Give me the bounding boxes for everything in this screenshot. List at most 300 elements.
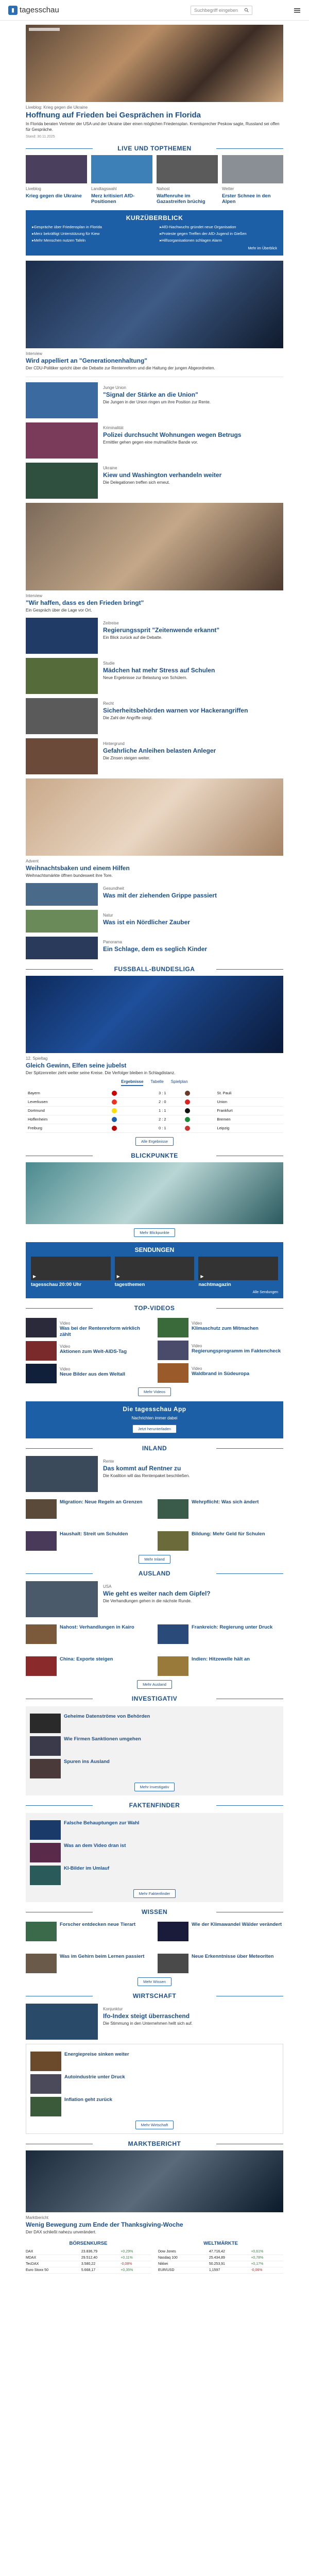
more-faktenfinder-button[interactable]: Mehr Faktenfinder xyxy=(133,1889,176,1898)
sendung-title[interactable]: nachtmagazin xyxy=(198,1281,231,1287)
article-teaser: Die Verhandlungen gehen in die nächste Runde. xyxy=(103,1599,192,1604)
article-kicker: Interview xyxy=(26,351,43,357)
list-title[interactable]: Energiepreise sinken weiter xyxy=(64,2052,129,2058)
article-title[interactable]: Was mit der ziehenden Grippe passiert xyxy=(103,891,217,899)
topthemen-title[interactable]: Merz kritisiert AfD-Positionen xyxy=(91,193,135,205)
article-kicker: Junge Union xyxy=(103,385,126,391)
article-title[interactable]: Kiew und Washington verhandeln weiter xyxy=(103,471,222,479)
article-image[interactable] xyxy=(26,503,283,590)
away-team: Frankfurt xyxy=(215,1106,283,1115)
list-thumb xyxy=(30,1736,61,1756)
article-teaser: Neue Ergebnisse zur Belastung von Schülern. xyxy=(103,675,187,680)
video-title[interactable]: Was bei der Rentenreform wirklich zählt xyxy=(60,1326,140,1338)
boersenkurse-table xyxy=(26,2249,151,2274)
topthemen-title[interactable]: Krieg gegen die Ukraine xyxy=(26,193,82,199)
home-team: Dortmund xyxy=(26,1106,110,1115)
kurzueberblick-item[interactable]: ▸ Gespräche über Friedensplan in Florida xyxy=(32,225,149,229)
index-name: Euro Stoxx 50 xyxy=(26,2267,81,2273)
index-change: -0,06% xyxy=(251,2267,283,2273)
more-wissen-button[interactable]: Mehr Wissen xyxy=(138,1977,171,1986)
list-item[interactable] xyxy=(26,1499,151,1519)
list-item[interactable] xyxy=(26,1954,151,1973)
list-item[interactable] xyxy=(30,1843,279,1862)
article-row[interactable] xyxy=(0,937,309,959)
topthemen-label: Wetter xyxy=(222,186,234,191)
video-item[interactable] xyxy=(158,1318,283,1337)
video-kicker: Video xyxy=(60,1321,71,1326)
article-title[interactable]: Ein Schlage, dem es seglich Kinder xyxy=(103,945,208,953)
weltmaerkte-table xyxy=(158,2249,283,2274)
article-row[interactable] xyxy=(0,910,309,933)
sendungen-heading: SENDUNGEN xyxy=(134,1246,175,1253)
lead-meta: Stand: 30.11.2025 xyxy=(26,134,55,139)
list-item[interactable] xyxy=(158,1624,283,1644)
markt-kicker: Marktbericht xyxy=(26,2215,49,2221)
video-thumb xyxy=(158,1318,188,1337)
table-row[interactable] xyxy=(26,1115,283,1124)
topthemen-label: Liveblog xyxy=(26,186,41,191)
topthemen-item[interactable] xyxy=(26,155,87,206)
markt-image[interactable] xyxy=(26,2150,283,2212)
blickpunkte-image[interactable] xyxy=(26,1162,283,1224)
kurzueberblick-item[interactable]: ▸ Mehr Menschen nutzen Tafeln xyxy=(32,238,149,243)
list-title[interactable]: Haushalt: Streit um Schulden xyxy=(60,1531,128,1537)
list-thumb xyxy=(26,1624,57,1644)
topthemen-label: Landtagswahl xyxy=(91,186,117,191)
topthemen-title[interactable]: Waffenruhe im Gazastreifen brüchig xyxy=(157,193,205,205)
more-videos-button[interactable]: Mehr Videos xyxy=(138,1387,171,1396)
kurzueberblick-item[interactable]: ▸ Merz bekräftigt Unterstützung für Kiew xyxy=(32,231,149,236)
video-title[interactable]: Neue Bilder aus dem Weltall xyxy=(60,1371,126,1378)
article-kicker: Studie xyxy=(103,660,115,666)
article-thumb xyxy=(26,382,98,418)
video-thumb xyxy=(26,1318,57,1337)
list-thumb xyxy=(30,1843,61,1862)
search-icon[interactable] xyxy=(244,8,249,12)
list-item[interactable] xyxy=(26,1624,151,1644)
list-title[interactable]: Neue Erkenntnisse über Meteoriten xyxy=(192,1954,274,1960)
list-item[interactable] xyxy=(158,1531,283,1551)
wissen-heading: WISSEN xyxy=(0,1908,309,1916)
list-title[interactable]: Migration: Neue Regeln an Grenzen xyxy=(60,1499,143,1505)
kurzueberblick-item[interactable]: ▸ AfD-Nachwuchs gründet neue Organisation xyxy=(160,225,277,229)
list-item[interactable] xyxy=(30,1820,279,1840)
article-row[interactable] xyxy=(0,698,309,734)
table-row[interactable] xyxy=(158,2255,283,2261)
video-item[interactable] xyxy=(158,1363,283,1383)
article-title[interactable]: Ifo-Index steigt überraschend xyxy=(103,2012,190,2020)
article-row[interactable] xyxy=(0,382,309,418)
list-item[interactable] xyxy=(26,1656,151,1676)
article-thumb xyxy=(26,698,98,734)
search-placeholder: Suchbegriff eingeben xyxy=(194,7,238,13)
sendungen-box xyxy=(26,1242,283,1299)
article-title[interactable]: Gefahrliche Anleihen belasten Anleger xyxy=(103,747,216,754)
lead-kicker: Liveblog: Krieg gegen die Ukraine xyxy=(26,105,88,110)
inland-heading: INLAND xyxy=(0,1445,309,1452)
article-kicker: Hintergrund xyxy=(103,741,125,746)
index-change: +0,29% xyxy=(121,2249,151,2255)
index-name: EUR/USD xyxy=(158,2267,209,2273)
video-item[interactable] xyxy=(158,1341,283,1360)
video-title[interactable]: Regierungsprogramm im Faktencheck xyxy=(192,1348,281,1354)
list-thumb xyxy=(30,1714,61,1733)
list-title[interactable]: Autoindustrie unter Druck xyxy=(64,2074,125,2080)
topthemen-image xyxy=(91,155,152,183)
index-name: MDAX xyxy=(26,2255,81,2261)
article-title[interactable]: "Signal der Stärke an die Union" xyxy=(103,391,198,399)
article-row[interactable] xyxy=(0,618,309,654)
team-crest-icon xyxy=(112,1108,117,1113)
search-input[interactable] xyxy=(191,6,252,15)
list-title[interactable]: Was im Gehirn beim Lernen passiert xyxy=(60,1954,145,1960)
wirtschaft-list xyxy=(26,2044,283,2134)
list-item[interactable] xyxy=(158,1499,283,1519)
table-row[interactable] xyxy=(26,1097,283,1106)
home-team: Hoffenheim xyxy=(26,1115,110,1124)
ausland-list xyxy=(0,1621,309,1679)
kurzueberblick-more-link[interactable]: Mehr im Überblick xyxy=(248,247,277,251)
video-item[interactable] xyxy=(26,1318,151,1338)
article-title[interactable]: Regierungssprit "Zeitenwende erkannt" xyxy=(103,626,220,634)
topthemen-heading: LIVE UND TOPTHEMEN xyxy=(0,145,309,152)
article-row[interactable] xyxy=(0,463,309,499)
list-title[interactable]: Frankreich: Regierung unter Druck xyxy=(192,1624,273,1631)
away-team: St. Pauli xyxy=(215,1089,283,1098)
sendung-thumb xyxy=(115,1257,195,1280)
video-kicker: Video xyxy=(60,1367,71,1372)
index-value: 1,1597 xyxy=(209,2267,251,2273)
article-thumb xyxy=(26,422,98,459)
index-value: 47.716,42 xyxy=(209,2249,251,2255)
top-videos-heading: TOP-VIDEOS xyxy=(0,1304,309,1312)
video-kicker: Video xyxy=(192,1321,202,1326)
table-row[interactable] xyxy=(158,2261,283,2267)
topthemen-image xyxy=(157,155,218,183)
blickpunkte-heading: BLICKPUNKTE xyxy=(0,1152,309,1159)
article-row[interactable] xyxy=(0,2004,309,2040)
video-title[interactable]: Klimaschutz zum Mitmachen xyxy=(192,1326,259,1332)
score: 1 : 1 xyxy=(142,1106,183,1115)
weihnacht-block[interactable] xyxy=(0,859,309,879)
list-title[interactable]: Indien: Hitzewelle hält an xyxy=(192,1656,250,1663)
table-row[interactable] xyxy=(26,2267,151,2273)
results-table xyxy=(26,1089,283,1133)
article-thumb xyxy=(26,618,98,654)
away-team: Leipzig xyxy=(215,1124,283,1132)
article-teaser: Die Stimmung in den Unternehmen hellt sich auf. xyxy=(103,2021,193,2026)
score: 2 : 2 xyxy=(142,1115,183,1124)
sendung-item[interactable] xyxy=(31,1257,111,1288)
site-header xyxy=(0,0,309,21)
video-item[interactable] xyxy=(26,1364,151,1383)
sendung-item[interactable] xyxy=(198,1257,278,1288)
bundesliga-title[interactable]: Gleich Gewinn, Elfen seine jubelst xyxy=(26,1061,127,1069)
sendung-title[interactable]: tagesschau 20:00 Uhr xyxy=(31,1281,82,1287)
index-value: 50.253,91 xyxy=(209,2261,251,2267)
table-row[interactable] xyxy=(158,2249,283,2255)
article-thumb xyxy=(26,910,98,933)
article-row[interactable] xyxy=(0,658,309,694)
topthemen-label: Nahost xyxy=(157,186,170,191)
index-change: -0,08% xyxy=(121,2261,151,2267)
article-thumb xyxy=(26,738,98,774)
article-teaser: Ermittler gehen gegen eine mutmaßliche Bande vor. xyxy=(103,440,198,445)
article-title[interactable]: Was ist ein Nördlicher Zauber xyxy=(103,918,190,926)
list-item[interactable] xyxy=(30,1866,279,1885)
list-thumb xyxy=(30,2097,61,2116)
article-teaser: Die Zinsen steigen weiter. xyxy=(103,755,150,760)
list-thumb xyxy=(26,1499,57,1519)
video-thumb xyxy=(158,1363,188,1383)
markt-heading: MARKTBERICHT xyxy=(0,2140,309,2147)
list-title[interactable]: Falsche Behauptungen zur Wahl xyxy=(64,1820,140,1826)
article-kicker: Ukraine xyxy=(103,466,117,471)
kurzueberblick-heading: KURZÜBERBLICK xyxy=(126,214,183,222)
away-team: Union xyxy=(215,1097,283,1106)
sendung-title[interactable]: tagesthemen xyxy=(114,1281,145,1287)
article-thumb xyxy=(26,463,98,499)
lead-story[interactable] xyxy=(0,105,309,139)
list-thumb xyxy=(158,1954,188,1973)
lead-title[interactable]: Hoffnung auf Frieden bei Gesprächen in Florida xyxy=(26,111,201,120)
list-item[interactable] xyxy=(30,2074,279,2094)
list-item[interactable] xyxy=(158,1954,283,1973)
list-title[interactable]: Wehrpflicht: Was sich ändert xyxy=(192,1499,259,1505)
table-row[interactable] xyxy=(26,1106,283,1115)
away-team: Bremen xyxy=(215,1115,283,1124)
video-item[interactable] xyxy=(26,1341,151,1361)
topthemen-image xyxy=(222,155,283,183)
list-item[interactable] xyxy=(158,1922,283,1941)
article-teaser: Ein Blick zurück auf die Debatte. xyxy=(103,635,163,640)
article-row[interactable] xyxy=(0,422,309,459)
video-kicker: Video xyxy=(192,1366,202,1371)
bundesliga-block[interactable] xyxy=(0,1056,309,1076)
video-title[interactable]: Waldbrand in Südeuropa xyxy=(192,1371,250,1377)
article-title[interactable]: "Wir haffen, dass es den Frieden bringt" xyxy=(26,599,144,607)
list-title[interactable]: Geheime Datenströme von Behörden xyxy=(64,1714,150,1720)
boerse-section xyxy=(0,2241,309,2274)
article-title[interactable]: Sicherheitsbehörden warnen vor Hackerangriffen xyxy=(103,706,248,714)
list-title[interactable]: Nahost: Verhandlungen in Kairo xyxy=(60,1624,134,1631)
list-thumb xyxy=(26,1531,57,1551)
list-item[interactable] xyxy=(26,1531,151,1551)
all-results-button[interactable]: Alle Ergebnisse xyxy=(135,1137,174,1146)
site-logo[interactable] xyxy=(8,6,59,15)
article-row[interactable] xyxy=(0,883,309,906)
list-title[interactable]: China: Exporte steigen xyxy=(60,1656,113,1663)
menu-icon[interactable] xyxy=(294,7,301,14)
video-title[interactable]: Aktionen zum Welt-AIDS-Tag xyxy=(60,1349,127,1355)
team-crest-icon xyxy=(185,1108,190,1113)
list-thumb xyxy=(26,1656,57,1676)
index-value: 25.434,89 xyxy=(209,2255,251,2261)
list-thumb xyxy=(158,1656,188,1676)
score: 3 : 1 xyxy=(142,1089,183,1098)
article-thumb xyxy=(26,883,98,906)
list-title[interactable]: Wie Firmen Sanktionen umgehen xyxy=(64,1736,141,1742)
home-team: Freiburg xyxy=(26,1124,110,1132)
index-value: 29.512,40 xyxy=(81,2255,121,2261)
index-name: Nikkei xyxy=(158,2261,209,2267)
article-kicker: Natur xyxy=(103,912,113,918)
score: 2 : 0 xyxy=(142,1097,183,1106)
list-thumb xyxy=(30,1866,61,1885)
lead-teaser: In Florida beraten Vertreter der USA und der Ukraine über einen möglichen Friedensplan. Kremlsprecher Peskow sagte, Russland sei offen für Gespräche. xyxy=(26,122,280,132)
wirtschaft-heading: WIRTSCHAFT xyxy=(0,1992,309,1999)
article-kicker: Rente xyxy=(103,1459,114,1464)
table-row[interactable] xyxy=(26,2261,151,2267)
video-kicker: Video xyxy=(192,1344,202,1349)
app-download-button[interactable]: Jetzt herunterladen xyxy=(132,1425,177,1433)
article-kicker: Kriminalität xyxy=(103,426,124,431)
list-thumb xyxy=(158,1531,188,1551)
weihnacht-image[interactable] xyxy=(26,778,283,856)
app-promo-text: Nachrichten immer dabei xyxy=(131,1416,178,1421)
topthemen-title[interactable]: Erster Schnee in den Alpen xyxy=(222,193,271,205)
list-thumb xyxy=(158,1499,188,1519)
team-crest-icon xyxy=(112,1117,117,1122)
table-row[interactable] xyxy=(26,1089,283,1098)
logo-text: tagesschau xyxy=(20,6,59,14)
list-item[interactable] xyxy=(30,1736,279,1756)
list-thumb xyxy=(158,1922,188,1941)
list-item[interactable] xyxy=(30,1714,279,1733)
article-block[interactable] xyxy=(0,594,309,614)
article-thumb xyxy=(26,2004,98,2040)
index-value: 5.668,17 xyxy=(81,2267,121,2273)
article-row[interactable] xyxy=(0,738,309,774)
faktenfinder-box xyxy=(26,1813,283,1902)
tab-tabelle[interactable]: Tabelle xyxy=(150,1079,164,1084)
article-teaser: Der CDU-Politiker spricht über die Debatte zur Rentenreform und die Haltung der jungen Abgeordneten. xyxy=(26,366,215,371)
score: 0 : 1 xyxy=(142,1124,183,1132)
list-thumb xyxy=(30,2052,61,2071)
list-title[interactable]: Inflation geht zurück xyxy=(64,2097,112,2103)
team-crest-icon xyxy=(185,1117,190,1122)
list-item[interactable] xyxy=(30,1759,279,1778)
article-kicker: Panorama xyxy=(103,939,122,944)
article-image[interactable] xyxy=(26,261,283,348)
bundesliga-image[interactable] xyxy=(26,976,283,1053)
app-promo-title: Die tagesschau App xyxy=(123,1405,186,1413)
list-item[interactable] xyxy=(30,2052,279,2071)
table-row[interactable] xyxy=(26,2249,151,2255)
index-change: +0,35% xyxy=(121,2267,151,2273)
markt-teaser: Der DAX schließt nahezu unverändert. xyxy=(26,2230,96,2235)
sendung-thumb xyxy=(198,1257,278,1280)
boersenkurse-heading: BÖRSENKURSE xyxy=(69,2241,108,2247)
article-kicker: Gesundheit xyxy=(103,886,124,891)
weltmaerkte-heading: WELTMÄRKTE xyxy=(203,2241,238,2247)
list-title[interactable]: Bildung: Mehr Geld für Schulen xyxy=(192,1531,265,1537)
topthemen-item[interactable] xyxy=(157,155,218,206)
article-thumb xyxy=(26,1456,98,1492)
topthemen-item[interactable] xyxy=(91,155,152,206)
list-title[interactable]: Spuren ins Ausland xyxy=(64,1759,110,1765)
weihnacht-title[interactable]: Weihnachtsbaken und einem Hilfen xyxy=(26,864,130,872)
list-title[interactable]: Wie der Klimawandel Wälder verändert xyxy=(192,1922,282,1928)
table-row[interactable] xyxy=(26,2255,151,2261)
markt-block[interactable] xyxy=(0,2215,309,2235)
article-kicker: Zeitreise xyxy=(103,620,119,625)
list-title[interactable]: Forscher entdecken neue Tierart xyxy=(60,1922,136,1928)
list-item[interactable] xyxy=(30,2097,279,2116)
more-investigativ-button[interactable]: Mehr Investigativ xyxy=(134,1783,175,1791)
list-thumb xyxy=(26,1954,57,1973)
markt-title[interactable]: Wenig Bewegung zum Ende der Thanksgiving-Woche xyxy=(26,2221,183,2229)
article-kicker: USA xyxy=(103,1584,112,1589)
all-sendungen-link[interactable]: Alle Sendungen xyxy=(252,1291,278,1295)
index-name: DAX xyxy=(26,2249,81,2255)
list-thumb xyxy=(26,1922,57,1941)
more-ausland-button[interactable]: Mehr Ausland xyxy=(137,1680,172,1689)
inland-list xyxy=(0,1496,309,1554)
list-item[interactable] xyxy=(158,1656,283,1676)
article-teaser: Die Zahl der Angriffe steigt. xyxy=(103,715,153,720)
video-thumb xyxy=(26,1364,57,1383)
index-change: +0,61% xyxy=(251,2249,283,2255)
article-block[interactable] xyxy=(0,351,309,371)
table-row[interactable] xyxy=(26,1124,283,1132)
faktenfinder-heading: FAKTENFINDER xyxy=(0,1802,309,1809)
list-thumb xyxy=(30,1759,61,1778)
wissen-list xyxy=(0,1919,309,1976)
weihnacht-teaser: Weihnachtsmärkte öffnen bundesweit ihre Tore. xyxy=(26,873,113,878)
article-title[interactable]: Wird appelliert an "Generationenhaltung" xyxy=(26,357,147,365)
list-thumb xyxy=(30,2074,61,2094)
kurzueberblick-item[interactable]: ▸ Hilfsorganisationen schlagen Alarm xyxy=(160,238,277,243)
kurzueberblick-item[interactable]: ▸ Proteste gegen Treffen der AfD-Jugend in Gießen xyxy=(160,231,277,236)
more-wirtschaft-button[interactable]: Mehr Wirtschaft xyxy=(135,2121,174,2129)
video-thumb xyxy=(26,1341,57,1361)
team-crest-icon xyxy=(112,1099,117,1105)
list-item[interactable] xyxy=(26,1922,151,1941)
investigativ-heading: INVESTIGATIV xyxy=(0,1695,309,1702)
tab-ergebnisse[interactable]: Ergebnisse xyxy=(121,1079,143,1086)
index-value: 3.580,22 xyxy=(81,2261,121,2267)
topthemen-item[interactable] xyxy=(222,155,283,206)
article-title[interactable]: Wie geht es weiter nach dem Gipfel? xyxy=(103,1590,211,1598)
more-blickpunkte-button[interactable]: Mehr Blickpunkte xyxy=(134,1228,175,1237)
article-title[interactable]: Mädchen hat mehr Stress auf Schulen xyxy=(103,666,215,674)
article-thumb xyxy=(26,658,98,694)
tab-spielplan[interactable]: Spielplan xyxy=(170,1079,188,1084)
article-title[interactable]: Das kommt auf Rentner zu xyxy=(103,1465,181,1472)
article-row[interactable] xyxy=(0,1456,309,1492)
article-kicker: Recht xyxy=(103,701,114,706)
article-row[interactable] xyxy=(0,1581,309,1617)
app-promo-box xyxy=(26,1401,283,1438)
list-title[interactable]: Was an dem Video dran ist xyxy=(64,1843,126,1849)
sendung-item[interactable] xyxy=(115,1257,195,1288)
lead-image[interactable] xyxy=(26,25,283,102)
article-kicker: Interview xyxy=(26,594,43,599)
more-inland-button[interactable]: Mehr Inland xyxy=(139,1555,170,1564)
logo-mark-icon: ▮ xyxy=(8,6,18,15)
article-kicker: Konjunktur xyxy=(103,2007,123,2012)
list-title[interactable]: KI-Bilder im Umlauf xyxy=(64,1866,110,1872)
article-teaser: Die Koalition will das Rentenpaket beschließen. xyxy=(103,1473,190,1479)
topthemen-image xyxy=(26,155,87,183)
top-videos-list xyxy=(0,1315,309,1386)
list-thumb xyxy=(30,1820,61,1840)
home-team: Leverkusen xyxy=(26,1097,110,1106)
article-title[interactable]: Polizei durchsucht Wohnungen wegen Betrugs xyxy=(103,431,242,439)
article-thumb xyxy=(26,1581,98,1617)
table-row[interactable] xyxy=(158,2267,283,2273)
